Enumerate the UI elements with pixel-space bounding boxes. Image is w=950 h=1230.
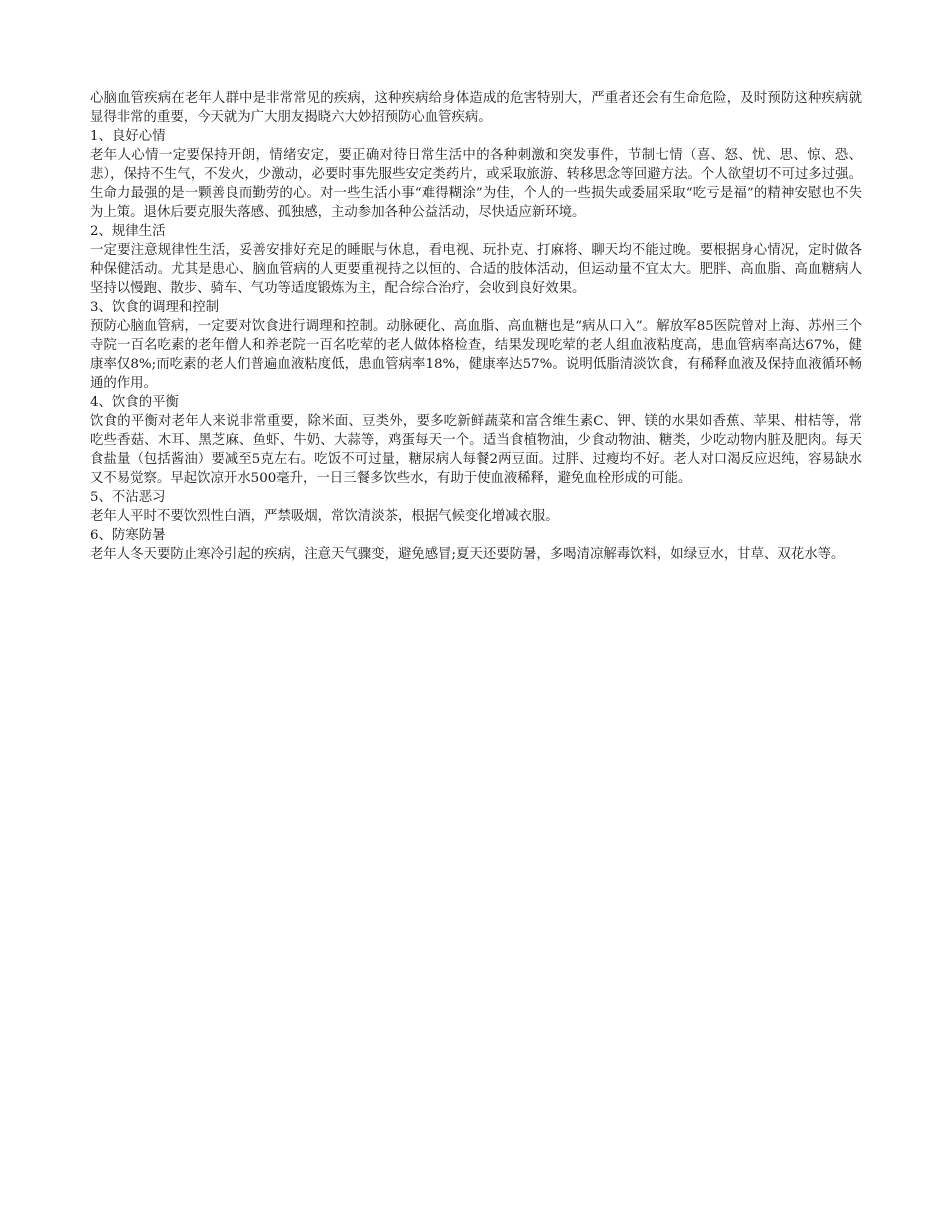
section-body: 老年人冬天要防止寒冷引起的疾病，注意天气骤变，避免感冒;夏天还要防暑，多喝清凉解毒饮料，如绿豆水，甘草、双花水等。 <box>90 547 845 562</box>
section-no-bad-habits <box>90 488 862 526</box>
section-body: 老年人平时不要饮烈性白酒，严禁吸烟，常饮清淡茶，根据气候变化增减衣服。 <box>90 509 559 524</box>
section-body: 饮食的平衡对老年人来说非常重要，除米面、豆类外，要多吃新鲜蔬菜和富含维生素C、钾、镁的水果如香蕉、苹果、柑桔等，常吃些香菇、木耳、黑芝麻、鱼虾、牛奶、大蒜等，鸡蛋每天一个。适当食植物油，少食动物油、糖类，少吃动物内脏及肥肉。每天食盐量（包括酱油）要减至5克左右。吃饭不可过量，糖尿病人每餐2两豆面。过胖、过瘦均不好。老人对口渴反应迟纯，容易缺水又不易觉察。早起饮凉开水500毫升，一日三餐多饮些水，有助于使血液稀释，避免血栓形成的可能。 <box>90 414 862 486</box>
section-heading: 6、防寒防暑 <box>90 528 166 543</box>
section-heading: 1、良好心情 <box>90 129 166 144</box>
section-body: 预防心脑血管病，一定要对饮食进行调理和控制。动脉硬化、高血脂、高血糖也是“病从口入”。解放军85医院曾对上海、苏州三个寺院一百名吃素的老年僧人和养老院一百名吃荤的老人做体格检查，结果发现吃荤的老人组血液粘度高，患血管病率高达67%，健康率仅8%;而吃素的老人们普遍血液粘度低，患血管病率18%，健康率达57%。说明低脂清淡饮食，有稀释血液及保持血液循环畅通的作用。 <box>90 319 862 391</box>
section-diet-control <box>90 298 862 393</box>
section-good-mood <box>90 127 862 222</box>
document-page <box>90 89 862 564</box>
section-heading: 5、不沾恶习 <box>90 490 166 505</box>
section-heading: 3、饮食的调理和控制 <box>90 300 220 315</box>
section-diet-balance <box>90 393 862 488</box>
section-body: 一定要注意规律性生活，妥善安排好充足的睡眠与休息，看电视、玩扑克、打麻将、聊天均不能过晚。要根据身心情况，定时做各种保健活动。尤其是患心、脑血管病的人更要重视持之以恒的、合适的肢体活动，但运动量不宜太大。肥胖、高血脂、高血糖病人坚持以慢跑、散步、骑车、气功等适度锻炼为主，配合综合治疗，会收到良好效果。 <box>90 243 862 296</box>
section-cold-heat-prevention <box>90 526 862 564</box>
intro-paragraph: 心脑血管疾病在老年人群中是非常常见的疾病，这种疾病给身体造成的危害特别大，严重者还会有生命危险，及时预防这种疾病就显得非常的重要，今天就为广大朋友揭晓六大妙招预防心血管疾病。 <box>90 91 862 125</box>
section-heading: 2、规律生活 <box>90 224 166 239</box>
section-heading: 4、饮食的平衡 <box>90 395 179 410</box>
section-regular-life <box>90 222 862 298</box>
section-body: 老年人心情一定要保持开朗，情绪安定，要正确对待日常生活中的各种刺激和突发事件，节制七情（喜、怒、忧、思、惊、恐、悲），保持不生气，不发火，少激动，必要时事先服些安定类药片，或采取旅游、转移思念等回避方法。个人欲望切不可过多过强。生命力最强的是一颗善良而勤劳的心。对一些生活小事“难得糊涂”为佳，个人的一些损失或委屈采取“吃亏是福”的精神安慰也不失为上策。退休后要克服失落感、孤独感，主动参加各种公益活动，尽快适应新环境。 <box>90 148 862 220</box>
